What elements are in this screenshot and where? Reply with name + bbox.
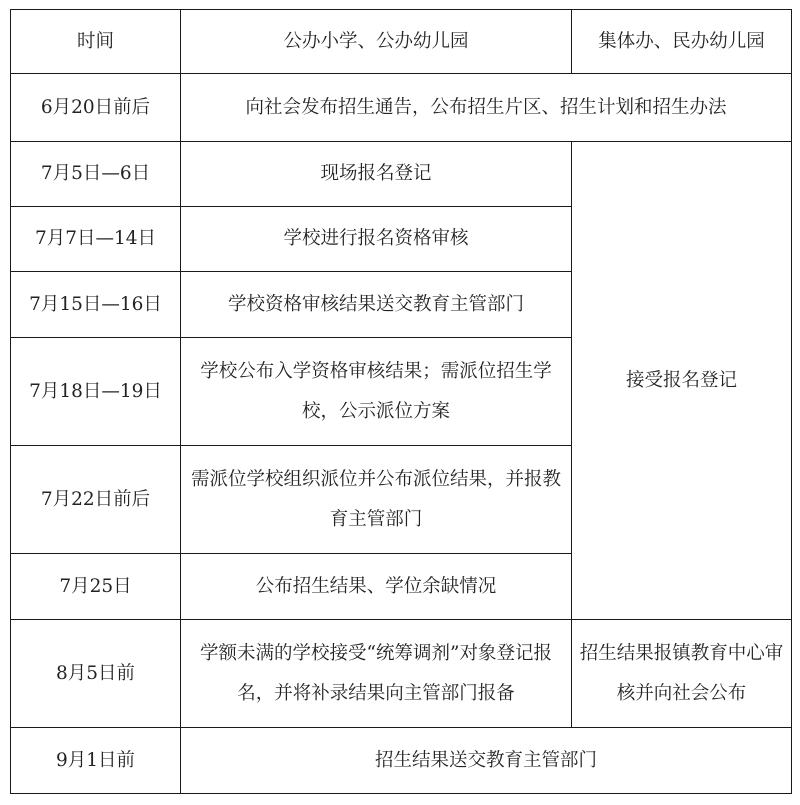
row-time: 6月20日前后 xyxy=(11,74,181,142)
row-time: 7月18日—19日 xyxy=(11,338,181,446)
header-row xyxy=(11,10,792,74)
row-public: 学校公布入学资格审核结果；需派位招生学校，公示派位方案 xyxy=(181,338,572,446)
row-public: 学额未满的学校接受“统筹调剂”对象登记报名，并将补录结果向主管部门报备 xyxy=(181,620,572,728)
header-time: 时间 xyxy=(11,10,181,74)
table-row xyxy=(11,74,792,142)
private-registration-cell: 接受报名登记 xyxy=(572,142,792,620)
row-public: 学校进行报名资格审核 xyxy=(181,207,572,272)
row-time: 7月15日—16日 xyxy=(11,272,181,338)
table-row xyxy=(11,620,792,728)
row-public: 学校资格审核结果送交教育主管部门 xyxy=(181,272,572,338)
row-public: 招生结果送交教育主管部门 xyxy=(181,728,792,794)
row-public: 公布招生结果、学位余缺情况 xyxy=(181,554,572,620)
header-private: 集体办、民办幼儿园 xyxy=(572,10,792,74)
row-time: 7月5日—6日 xyxy=(11,142,181,207)
row-time: 8月5日前 xyxy=(11,620,181,728)
row-time: 7月7日—14日 xyxy=(11,207,181,272)
row-time: 7月22日前后 xyxy=(11,446,181,554)
table-row xyxy=(11,728,792,794)
row-public: 向社会发布招生通告，公布招生片区、招生计划和招生办法 xyxy=(181,74,792,142)
row-time: 9月1日前 xyxy=(11,728,181,794)
header-public: 公办小学、公办幼儿园 xyxy=(181,10,572,74)
private-report-cell: 招生结果报镇教育中心审核并向社会公布 xyxy=(572,620,792,728)
row-time: 7月25日 xyxy=(11,554,181,620)
row-public: 需派位学校组织派位并公布派位结果，并报教育主管部门 xyxy=(181,446,572,554)
row-public: 现场报名登记 xyxy=(181,142,572,207)
table-row xyxy=(11,142,792,207)
enrollment-schedule-table xyxy=(10,9,792,794)
